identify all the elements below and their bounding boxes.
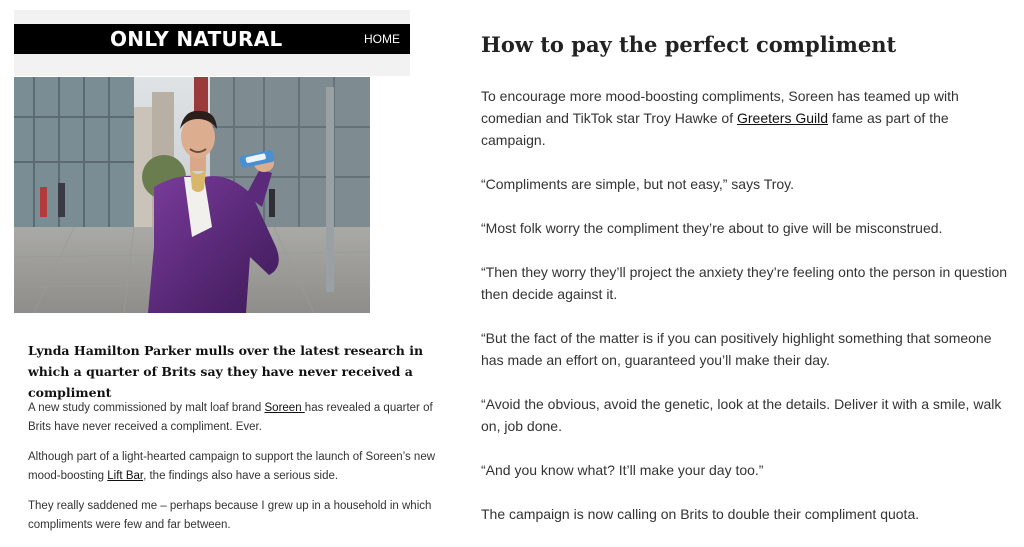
left-paragraph-3: They really saddened me – perhaps because I grew up in a household in which compliments were few and far between. (28, 500, 432, 531)
text-span: To encourage more mood-boosting compliments, Soreen has teamed up with comedian and TikTok star Troy Hawke of (481, 88, 959, 126)
text-span: , the findings also have a serious side. (143, 470, 339, 482)
left-paragraph-2 (28, 448, 453, 486)
text-span: A new study commissioned by malt loaf brand (28, 402, 265, 414)
right-article-column (481, 30, 1013, 547)
left-paragraph-1 (28, 399, 453, 437)
text-span: fame as part of the campaign. (481, 110, 949, 148)
text-span: Although part of a light-hearted campaign to support the launch of Soreen’s new mood-boosting (28, 451, 436, 482)
article-standfirst: Lynda Hamilton Parker mulls over the latest research in which a quarter of Brits say they have never received a compliment (28, 343, 424, 400)
article-paragraph-4: “Then they worry they’ll project the anxiety they’re feeling onto the person in question then decide against it. (481, 264, 1008, 302)
text-span: has revealed a quarter of Brits have never received a compliment. Ever. (28, 402, 433, 433)
article-paragraph-6: “Avoid the obvious, avoid the genetic, look at the details. Deliver it with a smile, walk on, job done. (481, 396, 1002, 434)
article-paragraph-2: “Compliments are simple, but not easy,” says Troy. (481, 176, 795, 192)
site-logo[interactable]: ONLY NATURAL (110, 27, 283, 51)
article-paragraph-7: “And you know what? It’ll make your day too.” (481, 462, 764, 478)
lift-bar-link[interactable]: Lift Bar (107, 470, 144, 482)
nav-home-link[interactable]: HOME (364, 32, 400, 46)
site-header (14, 24, 410, 54)
greeters-guild-link[interactable]: Greeters Guild (737, 110, 829, 126)
soreen-link[interactable]: Soreen (264, 402, 305, 414)
article-paragraph-5: “But the fact of the matter is if you can positively highlight something that someone has made an effort on, guaranteed you’ll make their day. (481, 330, 992, 368)
article-paragraph-8: The campaign is now calling on Brits to double their compliment quota. (481, 506, 920, 522)
article-heading: How to pay the perfect compliment (481, 32, 897, 57)
article-paragraph-3: “Most folk worry the compliment they’re about to give will be misconstrued. (481, 220, 943, 236)
article-paragraph-1 (481, 85, 1013, 151)
hero-photo-illustration (14, 77, 370, 313)
left-article-body (28, 399, 453, 546)
hero-photo (14, 77, 370, 313)
